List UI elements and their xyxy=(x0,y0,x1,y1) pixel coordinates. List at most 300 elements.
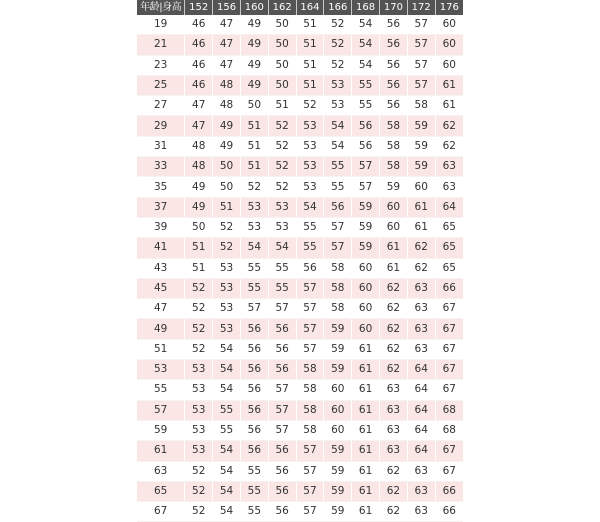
weight-cell: 55 xyxy=(324,157,352,177)
weight-cell: 62 xyxy=(380,481,408,501)
table-row xyxy=(137,75,463,95)
weight-cell: 54 xyxy=(324,136,352,156)
weight-cell: 51 xyxy=(296,75,324,95)
weight-cell: 59 xyxy=(324,319,352,339)
table-row xyxy=(137,15,463,35)
weight-cell: 53 xyxy=(324,75,352,95)
weight-cell: 61 xyxy=(352,502,380,522)
weight-cell: 54 xyxy=(213,380,241,400)
weight-cell: 50 xyxy=(268,75,296,95)
age-cell: 33 xyxy=(137,157,185,177)
weight-cell: 53 xyxy=(240,197,268,217)
weight-cell: 59 xyxy=(380,177,408,197)
header-row xyxy=(137,0,463,15)
weight-cell: 48 xyxy=(213,75,241,95)
table-row xyxy=(137,157,463,177)
weight-cell: 59 xyxy=(352,217,380,237)
weight-cell: 56 xyxy=(268,481,296,501)
weight-cell: 46 xyxy=(185,35,213,55)
table-row xyxy=(137,35,463,55)
weight-cell: 48 xyxy=(213,96,241,116)
weight-cell: 57 xyxy=(324,238,352,258)
weight-cell: 64 xyxy=(407,400,435,420)
weight-cell: 46 xyxy=(185,15,213,35)
height-weight-table-panel xyxy=(137,0,463,518)
weight-cell: 52 xyxy=(213,238,241,258)
weight-cell: 62 xyxy=(380,360,408,380)
weight-cell: 49 xyxy=(185,197,213,217)
weight-cell: 56 xyxy=(268,360,296,380)
weight-cell: 56 xyxy=(240,420,268,440)
weight-cell: 55 xyxy=(240,502,268,522)
table-row xyxy=(137,502,463,522)
weight-cell: 59 xyxy=(324,481,352,501)
weight-cell: 61 xyxy=(352,420,380,440)
age-cell: 49 xyxy=(137,319,185,339)
weight-cell: 67 xyxy=(435,360,463,380)
weight-cell: 59 xyxy=(324,360,352,380)
weight-cell: 56 xyxy=(268,441,296,461)
age-cell: 25 xyxy=(137,75,185,95)
table-row xyxy=(137,55,463,75)
weight-cell: 61 xyxy=(352,360,380,380)
weight-cell: 56 xyxy=(380,55,408,75)
table-header xyxy=(137,0,463,15)
weight-cell: 67 xyxy=(435,461,463,481)
weight-cell: 46 xyxy=(185,75,213,95)
weight-cell: 63 xyxy=(407,502,435,522)
weight-cell: 63 xyxy=(380,400,408,420)
age-cell: 23 xyxy=(137,55,185,75)
weight-cell: 49 xyxy=(240,35,268,55)
weight-cell: 58 xyxy=(296,380,324,400)
table-row xyxy=(137,481,463,501)
weight-cell: 62 xyxy=(380,299,408,319)
weight-cell: 57 xyxy=(296,441,324,461)
weight-cell: 56 xyxy=(240,360,268,380)
weight-cell: 56 xyxy=(240,380,268,400)
table-row xyxy=(137,299,463,319)
weight-cell: 51 xyxy=(213,197,241,217)
weight-cell: 51 xyxy=(268,96,296,116)
weight-cell: 66 xyxy=(435,278,463,298)
weight-cell: 56 xyxy=(268,319,296,339)
weight-cell: 60 xyxy=(380,197,408,217)
weight-cell: 59 xyxy=(352,197,380,217)
weight-cell: 54 xyxy=(352,55,380,75)
weight-cell: 52 xyxy=(268,177,296,197)
weight-cell: 56 xyxy=(380,75,408,95)
weight-cell: 68 xyxy=(435,400,463,420)
weight-cell: 59 xyxy=(324,461,352,481)
weight-cell: 54 xyxy=(324,116,352,136)
weight-cell: 65 xyxy=(435,258,463,278)
weight-cell: 52 xyxy=(185,299,213,319)
height-header: 164 xyxy=(296,0,324,15)
weight-cell: 56 xyxy=(380,96,408,116)
weight-cell: 53 xyxy=(213,278,241,298)
weight-cell: 55 xyxy=(268,258,296,278)
weight-cell: 58 xyxy=(380,116,408,136)
weight-cell: 63 xyxy=(380,420,408,440)
weight-cell: 60 xyxy=(324,380,352,400)
height-header: 168 xyxy=(352,0,380,15)
weight-cell: 52 xyxy=(185,502,213,522)
weight-cell: 63 xyxy=(407,319,435,339)
weight-cell: 61 xyxy=(407,217,435,237)
weight-cell: 55 xyxy=(213,420,241,440)
weight-cell: 60 xyxy=(324,420,352,440)
weight-cell: 56 xyxy=(324,197,352,217)
weight-cell: 62 xyxy=(435,116,463,136)
weight-cell: 57 xyxy=(296,319,324,339)
weight-cell: 57 xyxy=(268,400,296,420)
weight-cell: 61 xyxy=(435,96,463,116)
weight-cell: 57 xyxy=(268,420,296,440)
weight-cell: 55 xyxy=(296,238,324,258)
weight-cell: 57 xyxy=(296,502,324,522)
weight-cell: 62 xyxy=(380,339,408,359)
weight-cell: 50 xyxy=(240,96,268,116)
weight-cell: 62 xyxy=(380,502,408,522)
age-cell: 19 xyxy=(137,15,185,35)
age-cell: 67 xyxy=(137,502,185,522)
weight-cell: 49 xyxy=(240,75,268,95)
weight-cell: 60 xyxy=(352,278,380,298)
weight-cell: 54 xyxy=(213,339,241,359)
height-header: 172 xyxy=(407,0,435,15)
weight-cell: 55 xyxy=(213,400,241,420)
weight-cell: 53 xyxy=(185,400,213,420)
age-cell: 59 xyxy=(137,420,185,440)
age-cell: 55 xyxy=(137,380,185,400)
table-row xyxy=(137,238,463,258)
age-cell: 21 xyxy=(137,35,185,55)
weight-cell: 56 xyxy=(240,339,268,359)
weight-cell: 57 xyxy=(296,299,324,319)
age-cell: 39 xyxy=(137,217,185,237)
weight-cell: 47 xyxy=(185,96,213,116)
table-row xyxy=(137,136,463,156)
weight-cell: 53 xyxy=(268,197,296,217)
weight-cell: 58 xyxy=(296,420,324,440)
age-cell: 51 xyxy=(137,339,185,359)
weight-cell: 63 xyxy=(435,177,463,197)
table-body xyxy=(137,15,463,522)
weight-cell: 61 xyxy=(352,461,380,481)
weight-cell: 57 xyxy=(407,75,435,95)
weight-cell: 57 xyxy=(352,157,380,177)
table-row xyxy=(137,360,463,380)
weight-cell: 57 xyxy=(407,55,435,75)
weight-cell: 46 xyxy=(185,55,213,75)
weight-cell: 53 xyxy=(296,177,324,197)
age-cell: 61 xyxy=(137,441,185,461)
height-header: 152 xyxy=(185,0,213,15)
weight-cell: 67 xyxy=(435,441,463,461)
weight-cell: 52 xyxy=(185,319,213,339)
weight-cell: 53 xyxy=(185,380,213,400)
weight-cell: 62 xyxy=(407,258,435,278)
weight-cell: 53 xyxy=(213,258,241,278)
age-cell: 27 xyxy=(137,96,185,116)
weight-cell: 63 xyxy=(407,299,435,319)
weight-cell: 65 xyxy=(435,238,463,258)
weight-cell: 57 xyxy=(352,177,380,197)
weight-cell: 62 xyxy=(380,278,408,298)
weight-cell: 61 xyxy=(380,258,408,278)
weight-cell: 60 xyxy=(435,35,463,55)
weight-cell: 57 xyxy=(296,481,324,501)
age-cell: 29 xyxy=(137,116,185,136)
weight-cell: 58 xyxy=(324,278,352,298)
weight-cell: 50 xyxy=(268,35,296,55)
weight-cell: 67 xyxy=(435,380,463,400)
weight-cell: 59 xyxy=(324,339,352,359)
height-header: 162 xyxy=(268,0,296,15)
weight-cell: 51 xyxy=(296,55,324,75)
weight-cell: 57 xyxy=(296,461,324,481)
weight-cell: 57 xyxy=(407,35,435,55)
weight-cell: 61 xyxy=(352,400,380,420)
weight-cell: 55 xyxy=(296,217,324,237)
weight-cell: 56 xyxy=(296,258,324,278)
weight-cell: 54 xyxy=(213,481,241,501)
weight-cell: 52 xyxy=(240,177,268,197)
age-cell: 57 xyxy=(137,400,185,420)
weight-cell: 57 xyxy=(268,380,296,400)
weight-cell: 57 xyxy=(296,339,324,359)
age-height-header: 年龄|身高 xyxy=(137,0,185,15)
weight-cell: 62 xyxy=(380,319,408,339)
weight-cell: 64 xyxy=(407,360,435,380)
weight-cell: 64 xyxy=(407,380,435,400)
weight-cell: 63 xyxy=(407,339,435,359)
weight-cell: 53 xyxy=(240,217,268,237)
age-cell: 63 xyxy=(137,461,185,481)
weight-cell: 52 xyxy=(324,55,352,75)
weight-cell: 60 xyxy=(352,258,380,278)
weight-cell: 64 xyxy=(435,197,463,217)
weight-cell: 51 xyxy=(296,35,324,55)
weight-cell: 63 xyxy=(380,380,408,400)
age-cell: 37 xyxy=(137,197,185,217)
weight-cell: 56 xyxy=(380,35,408,55)
weight-cell: 61 xyxy=(352,380,380,400)
weight-cell: 59 xyxy=(407,136,435,156)
weight-cell: 60 xyxy=(435,15,463,35)
weight-cell: 61 xyxy=(407,197,435,217)
weight-cell: 63 xyxy=(407,461,435,481)
weight-cell: 59 xyxy=(324,441,352,461)
weight-cell: 53 xyxy=(268,217,296,237)
weight-cell: 57 xyxy=(268,299,296,319)
table-row xyxy=(137,197,463,217)
weight-cell: 68 xyxy=(435,420,463,440)
weight-cell: 60 xyxy=(352,299,380,319)
weight-cell: 49 xyxy=(185,177,213,197)
weight-cell: 49 xyxy=(213,136,241,156)
height-weight-table xyxy=(137,0,463,522)
weight-cell: 57 xyxy=(407,15,435,35)
table-row xyxy=(137,177,463,197)
table-row xyxy=(137,278,463,298)
weight-cell: 60 xyxy=(324,400,352,420)
weight-cell: 56 xyxy=(268,461,296,481)
weight-cell: 50 xyxy=(185,217,213,237)
weight-cell: 52 xyxy=(185,461,213,481)
weight-cell: 55 xyxy=(240,278,268,298)
age-cell: 45 xyxy=(137,278,185,298)
weight-cell: 63 xyxy=(380,441,408,461)
weight-cell: 59 xyxy=(407,116,435,136)
height-header: 176 xyxy=(435,0,463,15)
table-row xyxy=(137,380,463,400)
weight-cell: 57 xyxy=(324,217,352,237)
weight-cell: 47 xyxy=(213,15,241,35)
weight-cell: 47 xyxy=(213,35,241,55)
weight-cell: 54 xyxy=(268,238,296,258)
weight-cell: 54 xyxy=(213,461,241,481)
weight-cell: 61 xyxy=(352,481,380,501)
height-header: 156 xyxy=(213,0,241,15)
weight-cell: 56 xyxy=(268,502,296,522)
weight-cell: 62 xyxy=(435,136,463,156)
age-cell: 35 xyxy=(137,177,185,197)
weight-cell: 51 xyxy=(240,157,268,177)
weight-cell: 52 xyxy=(185,278,213,298)
weight-cell: 63 xyxy=(435,157,463,177)
age-cell: 43 xyxy=(137,258,185,278)
height-header: 166 xyxy=(324,0,352,15)
weight-cell: 56 xyxy=(240,400,268,420)
weight-cell: 50 xyxy=(213,177,241,197)
weight-cell: 52 xyxy=(185,481,213,501)
weight-cell: 54 xyxy=(213,441,241,461)
weight-cell: 53 xyxy=(296,116,324,136)
weight-cell: 52 xyxy=(324,35,352,55)
weight-cell: 52 xyxy=(296,96,324,116)
weight-cell: 55 xyxy=(240,481,268,501)
age-cell: 41 xyxy=(137,238,185,258)
weight-cell: 58 xyxy=(407,96,435,116)
weight-cell: 61 xyxy=(352,441,380,461)
age-cell: 47 xyxy=(137,299,185,319)
weight-cell: 53 xyxy=(213,299,241,319)
table-row xyxy=(137,116,463,136)
height-header: 160 xyxy=(240,0,268,15)
weight-cell: 60 xyxy=(352,319,380,339)
weight-cell: 56 xyxy=(268,339,296,359)
weight-cell: 63 xyxy=(407,481,435,501)
weight-cell: 51 xyxy=(240,116,268,136)
weight-cell: 59 xyxy=(352,238,380,258)
weight-cell: 53 xyxy=(185,360,213,380)
weight-cell: 54 xyxy=(240,238,268,258)
weight-cell: 61 xyxy=(352,339,380,359)
weight-cell: 50 xyxy=(268,15,296,35)
weight-cell: 52 xyxy=(213,217,241,237)
weight-cell: 58 xyxy=(324,258,352,278)
weight-cell: 55 xyxy=(240,258,268,278)
weight-cell: 48 xyxy=(185,157,213,177)
weight-cell: 67 xyxy=(435,339,463,359)
age-cell: 31 xyxy=(137,136,185,156)
weight-cell: 55 xyxy=(324,177,352,197)
weight-cell: 66 xyxy=(435,502,463,522)
weight-cell: 53 xyxy=(296,136,324,156)
weight-cell: 56 xyxy=(380,15,408,35)
weight-cell: 53 xyxy=(185,441,213,461)
weight-cell: 58 xyxy=(324,299,352,319)
weight-cell: 58 xyxy=(296,400,324,420)
weight-cell: 54 xyxy=(296,197,324,217)
weight-cell: 60 xyxy=(380,217,408,237)
weight-cell: 51 xyxy=(185,238,213,258)
weight-cell: 66 xyxy=(435,481,463,501)
weight-cell: 53 xyxy=(324,96,352,116)
weight-cell: 52 xyxy=(324,15,352,35)
weight-cell: 58 xyxy=(296,360,324,380)
weight-cell: 55 xyxy=(352,75,380,95)
weight-cell: 61 xyxy=(380,238,408,258)
weight-cell: 56 xyxy=(240,441,268,461)
weight-cell: 55 xyxy=(240,461,268,481)
weight-cell: 55 xyxy=(352,96,380,116)
weight-cell: 65 xyxy=(435,217,463,237)
weight-cell: 48 xyxy=(185,136,213,156)
weight-cell: 52 xyxy=(268,116,296,136)
weight-cell: 61 xyxy=(435,75,463,95)
weight-cell: 64 xyxy=(407,420,435,440)
weight-cell: 49 xyxy=(240,15,268,35)
table-row xyxy=(137,339,463,359)
weight-cell: 52 xyxy=(268,136,296,156)
weight-cell: 51 xyxy=(240,136,268,156)
table-row xyxy=(137,400,463,420)
height-header: 170 xyxy=(380,0,408,15)
table-row xyxy=(137,319,463,339)
weight-cell: 51 xyxy=(296,15,324,35)
weight-cell: 63 xyxy=(407,278,435,298)
weight-cell: 62 xyxy=(380,461,408,481)
weight-cell: 49 xyxy=(213,116,241,136)
weight-cell: 49 xyxy=(240,55,268,75)
weight-cell: 56 xyxy=(352,136,380,156)
weight-cell: 47 xyxy=(213,55,241,75)
table-row xyxy=(137,258,463,278)
weight-cell: 64 xyxy=(407,441,435,461)
weight-cell: 54 xyxy=(352,15,380,35)
weight-cell: 52 xyxy=(268,157,296,177)
age-cell: 65 xyxy=(137,481,185,501)
weight-cell: 53 xyxy=(296,157,324,177)
table-row xyxy=(137,217,463,237)
weight-cell: 59 xyxy=(407,157,435,177)
weight-cell: 54 xyxy=(213,502,241,522)
weight-cell: 55 xyxy=(268,278,296,298)
weight-cell: 60 xyxy=(407,177,435,197)
weight-cell: 60 xyxy=(435,55,463,75)
table-row xyxy=(137,96,463,116)
weight-cell: 47 xyxy=(185,116,213,136)
age-cell: 53 xyxy=(137,360,185,380)
weight-cell: 50 xyxy=(213,157,241,177)
weight-cell: 50 xyxy=(268,55,296,75)
weight-cell: 57 xyxy=(296,278,324,298)
table-row xyxy=(137,441,463,461)
weight-cell: 53 xyxy=(185,420,213,440)
